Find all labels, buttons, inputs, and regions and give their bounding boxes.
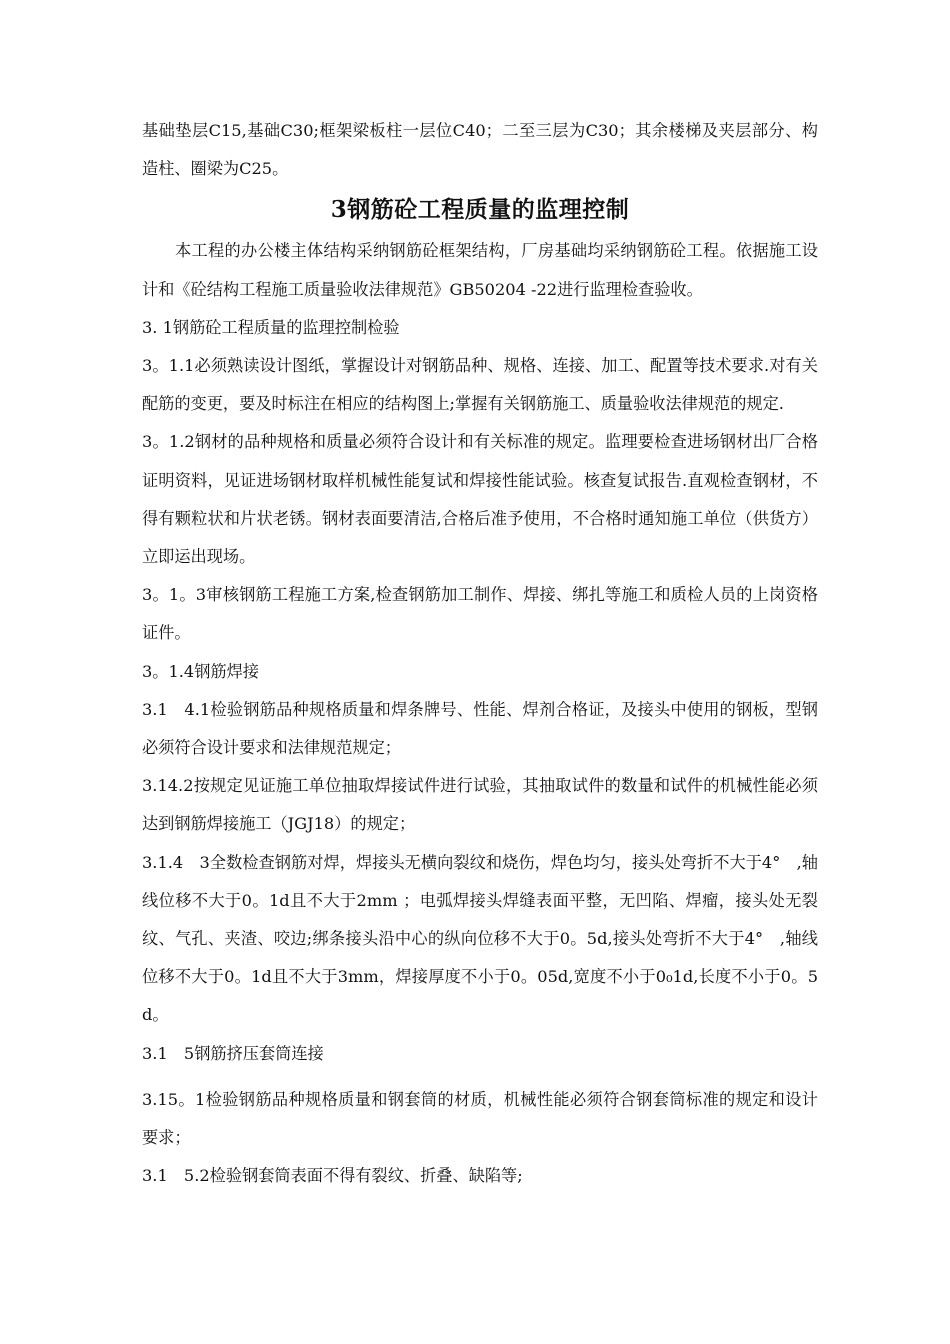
section-intro-paragraph: 本工程的办公楼主体结构采纳钢筋砼框架结构，厂房基础均采纳钢筋砼工程。依据施工设计和《砼结构工程施工质量验收法律规范》GB50204 -22进行监理检查验收。 bbox=[142, 241, 818, 299]
item-3-1-4: 3。1.4钢筋焊接 bbox=[142, 661, 259, 681]
item-3-1-3: 3。1。3审核钢筋工程施工方案,检查钢筋加工制作、焊接、绑扎等施工和质检人员的上岗资格证件。 bbox=[142, 585, 818, 643]
item-3-1-5-2: 3.1 5.2检验钢套筒表面不得有裂纹、折叠、缺陷等; bbox=[142, 1166, 523, 1186]
section-title: 3钢筋砼工程质量的监理控制 bbox=[330, 196, 630, 224]
item-3-1-2: 3。1.2钢材的品种规格和质量必须符合设计和有关标准的规定。监理要检查进场钢材出厂合格证明资料，见证进场钢材取样机械性能复试和焊接性能试验。核查复试报告.直观检查钢材，不得有颗粒状和片状老锈。钢材表面要清洁,合格后准予使用，不合格时通知施工单位（供货方）立即运出现场。 bbox=[142, 432, 818, 567]
item-3-1: 3. 1钢筋砼工程质量的监理控制检验 bbox=[142, 317, 400, 337]
spacer bbox=[142, 1073, 818, 1081]
item-3-1-5-1: 3.15。1检验钢筋品种规格质量和钢套筒的材质，机械性能必须符合钢套筒标准的规定和设计要求； bbox=[142, 1089, 818, 1148]
item-3-1-4-3: 3.1.4 3全数检查钢筋对焊，焊接头无横向裂纹和烧伤，焊色均匀，接头处弯折不大于4° ,轴线位移不大于0。1d且不大于2mm ；电弧焊接头焊缝表面平整，无凹陷、焊瘤，接头处无裂纹、气孔、夹渣、咬边;绑条接头沿中心的纵向位移不大于0。5d,接头处弯折不大于4° ,轴线位移不大于0。1d且不大于3mm，焊接厚度不小于0。05d,宽度不小于0₀1d,长度不小于0。5d。 bbox=[142, 852, 818, 1025]
item-3-1-4-2: 3.14.2按规定见证施工单位抽取焊接试件进行试验，其抽取试件的数量和试件的机械性能必须达到钢筋焊接施工（JGJ18）的规定； bbox=[142, 776, 818, 834]
document-page bbox=[142, 112, 818, 1195]
intro-paragraph: 基础垫层C15,基础C30;框架梁板柱一层位C40；二至三层为C30；其余楼梯及夹层部分、构造柱、圈梁为C25。 bbox=[142, 121, 818, 179]
item-3-1-5: 3.1 5钢筋挤压套筒连接 bbox=[142, 1043, 324, 1063]
item-3-1-4-1: 3.1 4.1检验钢筋品种规格质量和焊条牌号、性能、焊剂合格证，及接头中使用的钢板，型钢必须符合设计要求和法律规范规定； bbox=[142, 699, 818, 758]
item-3-1-1: 3。1.1必须熟读设计图纸，掌握设计对钢筋品种、规格、连接、加工、配置等技术要求.对有关配筋的变更，要及时标注在相应的结构图上;掌握有关钢筋施工、质量验收法律规范的规定. bbox=[142, 356, 818, 414]
